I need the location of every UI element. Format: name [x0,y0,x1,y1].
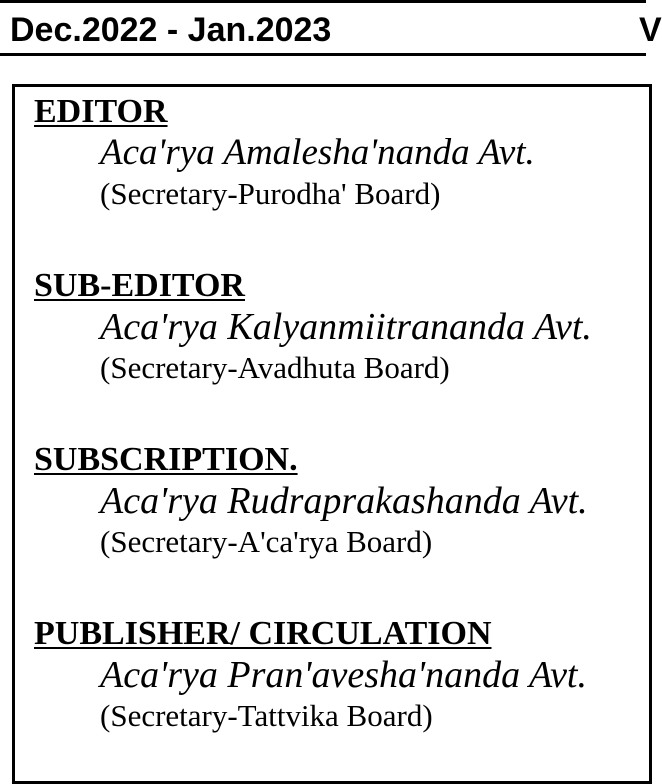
editor-section [34,93,535,213]
subscription-role: (Secretary-A'ca'rya Board) [100,524,433,559]
publisher-name: Aca'rya Pran'avesha'nanda Avt. [100,654,587,696]
publisher-role: (Secretary-Tattvika Board) [100,698,433,733]
publisher-section [34,615,587,735]
sub-editor-role: (Secretary-Avadhuta Board) [100,350,450,385]
subscription-heading: SUBSCRIPTION. [34,441,298,478]
editor-role: (Secretary-Purodha' Board) [100,176,441,211]
subscription-name: Aca'rya Rudraprakashanda Avt. [100,480,588,522]
sub-editor-section [34,267,592,387]
issue-header [0,0,662,56]
subscription-section [34,441,588,561]
editor-name: Aca'rya Amalesha'nanda Avt. [100,132,535,173]
editor-heading: EDITOR [34,93,168,130]
sub-editor-heading: SUB-EDITOR [34,267,245,304]
issue-date-range: Dec.2022 - Jan.2023 [10,11,332,49]
header-clipped-text: V [639,11,662,49]
sub-editor-name: Aca'rya Kalyanmiitrananda Avt. [100,306,592,348]
publisher-heading: PUBLISHER/ CIRCULATION [34,615,492,652]
